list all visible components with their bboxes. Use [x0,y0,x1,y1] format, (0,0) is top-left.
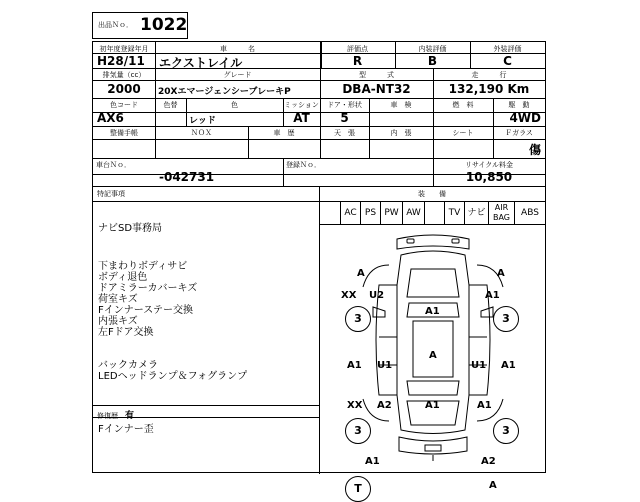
inner-header: 内 張 [390,129,412,137]
reg-no-header: 登録Ｎｏ． [286,161,321,169]
equip-ac: AC [340,202,360,224]
displacement-header: 排気量（cc） [102,71,146,79]
notes-header: 特記事項 [97,190,125,198]
repair-label: 修復歴 有 [97,411,135,421]
note-line: 荷室キズ [98,294,138,305]
interior-eval-value: B [427,54,438,68]
grade-eval-value: R [352,54,363,68]
equip-airbag: AIR BAG [488,202,514,224]
mark-u2: U2 [369,290,385,301]
mark-a1-fr: A1 [485,290,500,301]
mark-a1-hood: A1 [425,306,440,317]
lot-number: 1022 [140,15,188,35]
auction-sheet [92,41,546,495]
equip-tv: TV [444,202,464,224]
drive-header: 駆 動 [508,101,530,109]
mark-xx-rear: XX [347,400,363,411]
mark-a2-left: A2 [377,400,392,411]
mark-u1-left: U1 [377,360,393,371]
grade-value: 20XエマージェンシーブレーキP [158,87,291,97]
color-code-header: 色コード [110,101,138,109]
repair-value: 有 [125,411,135,421]
note-line: 下まわりボディサビ [98,261,188,272]
mark-front-left: A [357,268,365,279]
color-code-value: AX6 [97,111,124,125]
recycle-header: リサイクル料金 [464,161,514,169]
transmission-header: ミッション [284,101,319,109]
equip-blank [424,202,444,224]
transmission-value: AT [293,111,310,125]
grade-header: グレード [223,71,252,79]
car-name-header: 車 名 [220,45,255,53]
exterior-eval-header: 外装評価 [493,45,522,53]
color-value: レッド [189,116,216,126]
notes-group-1 [98,223,162,234]
model-value: DBA-NT32 [342,82,411,96]
note-line: 左Fドア交換 [98,327,154,338]
car-damage-diagram [319,225,547,495]
mark-u1-right: U1 [471,360,487,371]
model-header: 型 式 [359,71,394,79]
note-line: LEDヘッドランプ＆フォグランプ [98,371,248,382]
wheel-front-left-icon: 3 [345,306,371,332]
exterior-eval-value: C [503,54,512,68]
lot-number-box [92,12,188,39]
notes-group-3 [98,360,247,382]
first-reg-value: H28/11 [97,54,145,68]
interior-eval-header: 内装評価 [418,45,447,53]
note-line: ナビSD事務局 [98,223,163,234]
lot-label: 出品Ｎｏ． [98,21,133,29]
chassis-header: 車台Ｎｏ． [96,161,131,169]
equip-aw: AW [402,202,424,224]
note-line: ボディ退色 [98,272,148,283]
equipment-header: 装 備 [418,190,446,198]
note-line: 内張キズ [98,316,138,327]
equip-navi: ナビ [464,202,488,224]
wheel-rear-left-icon: 3 [345,418,371,444]
history-header: 車 歴 [273,129,295,137]
glass-value: 傷 [528,143,541,157]
mileage-header: 走 行 [471,71,507,79]
mark-a1-center: A1 [425,400,440,411]
recycle-value: 10,850 [465,170,513,184]
manual-header: 整備手帳 [110,129,138,137]
notes-group-2 [98,261,197,338]
glass-header: Ｆガラス [505,129,533,137]
equip-ps: PS [360,202,380,224]
wheel-rear-right-icon: 3 [493,418,519,444]
equip-pw: PW [380,202,402,224]
mark-a-roof: A [429,350,437,361]
fuel-header: 燃 料 [452,101,474,109]
mark-a1-right: A1 [501,360,516,371]
drive-value: 4WD [509,111,541,125]
repair-detail: Fインナー歪 [98,424,154,435]
equip-abs: ABS [514,202,545,224]
spare-tire-icon: T [345,476,371,502]
grade-eval-header: 評価点 [347,45,368,53]
color-swap-header: 色替 [163,101,178,109]
seat-header: シート [452,129,474,137]
wheel-front-right-icon: 3 [493,306,519,332]
doors-header: ドア・形状 [327,101,362,109]
inspection-header: 車 検 [390,101,412,109]
color-header: 色 [231,101,238,109]
mark-a1-rear: A1 [365,456,380,467]
note-line: バックカメラ [98,360,158,371]
car-name-value: エクストレイル [159,56,243,70]
doors-value: 5 [340,111,349,125]
mark-front-right: A [497,268,505,279]
mark-xx-front: XX [341,290,357,301]
roof-header: 天 張 [334,129,355,137]
displacement-value: 2000 [107,82,141,96]
note-line: ドアミラーカバーキズ [98,283,198,294]
mark-a-bottom: A [489,480,497,491]
mileage-value: 132,190 Km [448,82,530,96]
mark-a2-rear: A2 [481,456,496,467]
mark-a1-left: A1 [347,360,362,371]
first-reg-header: 初年度登録年月 [99,45,149,53]
chassis-value: -042731 [159,170,215,184]
nox-header: ＮＯＸ [191,129,212,137]
note-line: Fインナーステー交換 [98,305,194,316]
mark-a1-right-mid: A1 [477,400,492,411]
